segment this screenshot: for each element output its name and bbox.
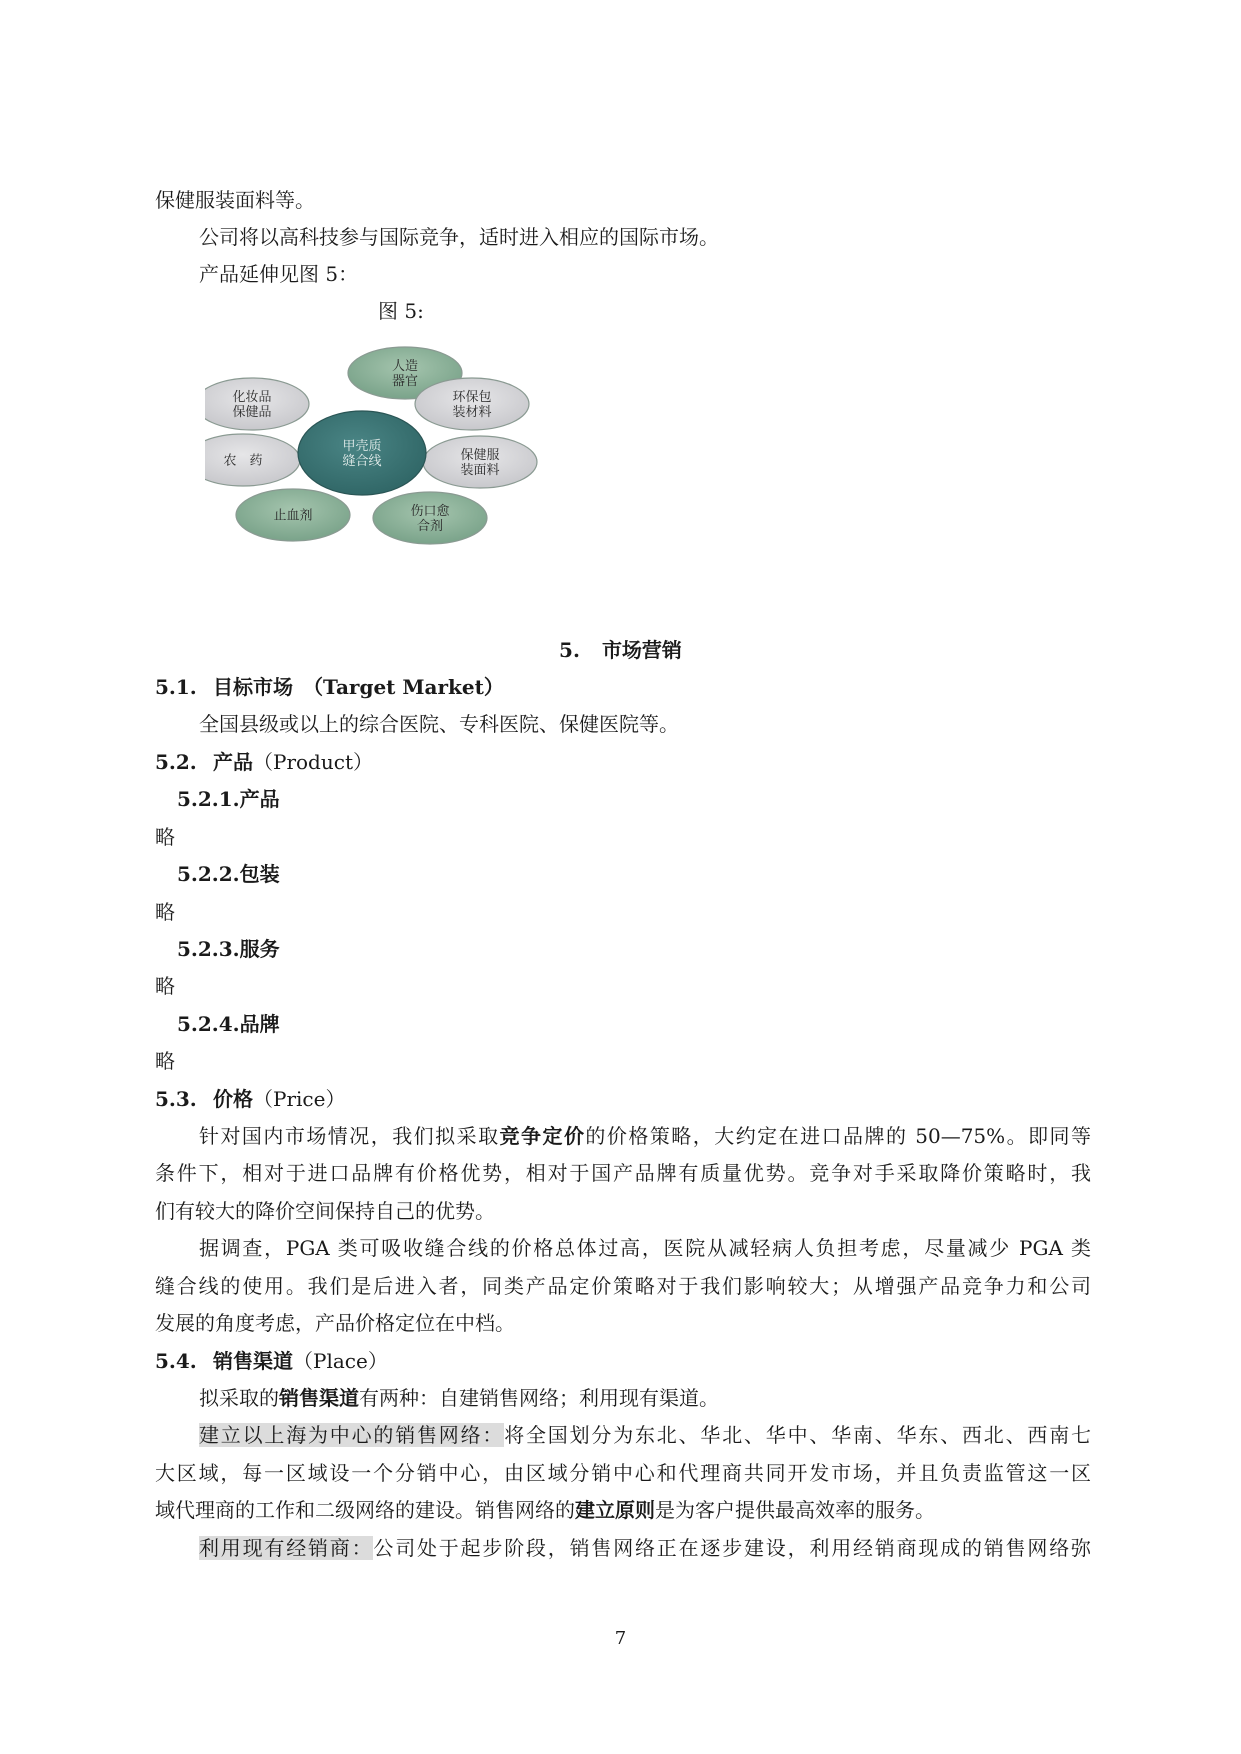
diagram-node-label: 农 药 <box>223 453 263 469</box>
emphasis-text: 建立原则 <box>575 1498 655 1522</box>
text-line <box>199 1421 1091 1449</box>
chapter-heading <box>0 636 1241 664</box>
text-run: 拟采取的 <box>199 1386 279 1410</box>
text-line: 发展的角度考虑，产品价格定位在中档。 <box>155 1311 515 1335</box>
diagram-node-label: 装面料 <box>460 463 500 479</box>
figure-caption: 图 5: <box>378 299 424 323</box>
diagram-node-label: 化妆品 <box>232 390 272 406</box>
section-5-2-heading <box>155 748 373 776</box>
text-line: 略 <box>155 825 175 849</box>
diagram-node-label: 止血剂 <box>273 508 313 524</box>
text-line: 略 <box>155 1049 175 1073</box>
text-line: 大区域，每一区域设一个分销中心，由区域分销中心和代理商共同开发市场，并且负责监管这一区 <box>155 1461 1091 1485</box>
section-title: 目标市场 <box>213 675 293 699</box>
text-run: 将全国划分为东北、华北、华中、华南、华东、西北、西南七 <box>504 1423 1092 1447</box>
text-line: 们有较大的降价空间保持自己的优势。 <box>155 1199 495 1223</box>
text-line: 产品延伸见图 5： <box>199 262 359 286</box>
text-line: 略 <box>155 900 175 924</box>
text-run: 有两种：自建销售网络；利用现有渠道。 <box>359 1386 719 1410</box>
diagram-node-label: 装材料 <box>452 405 492 421</box>
text-line <box>199 1122 1091 1150</box>
section-5-3-heading <box>155 1085 345 1113</box>
section-title-en: （Place） <box>293 1349 388 1373</box>
emphasis-text: 竞争定价 <box>499 1124 586 1148</box>
text-line: 条件下，相对于进口品牌有价格优势，相对于国产品牌有质量优势。竞争对手采取降价策略时，我 <box>155 1161 1091 1185</box>
chapter-number: 5. <box>559 638 580 662</box>
subsection-heading: 5.2.4.品牌 <box>177 1012 280 1036</box>
text-run: 域代理商的工作和二级网络的建设。销售网络的 <box>155 1498 575 1522</box>
diagram-node-label: 保健服 <box>460 448 500 464</box>
text-run: 针对国内市场情况，我们拟采取 <box>199 1124 500 1148</box>
text-run: 的价格策略，大约定在进口品牌的 50—75%。即同等 <box>585 1124 1092 1148</box>
text-line: 保健服装面料等。 <box>155 188 315 212</box>
section-title: 销售渠道 <box>213 1349 293 1373</box>
subsection-heading: 5.2.1.产品 <box>177 787 280 811</box>
section-title-en: （Price） <box>253 1087 346 1111</box>
diagram-center-label: 缝合线 <box>342 454 382 470</box>
diagram-node-label: 器官 <box>391 374 419 390</box>
text-line: 缝合线的使用。我们是后进入者，同类产品定价策略对于我们影响较大；从增强产品竞争力和公司 <box>155 1274 1091 1298</box>
subsection-heading: 5.2.2.包装 <box>177 862 280 886</box>
text-line <box>199 1534 1091 1562</box>
highlighted-text: 建立以上海为中心的销售网络： <box>199 1423 505 1447</box>
text-line: 据调查，PGA 类可吸收缝合线的价格总体过高，医院从减轻病人负担考虑，尽量减少 PGA 类 <box>199 1236 1091 1260</box>
section-number: 5.2. <box>155 750 197 774</box>
chapter-title: 市场营销 <box>601 638 682 662</box>
section-title-en: （Target Market） <box>303 675 504 699</box>
section-5-4-heading <box>155 1347 388 1375</box>
product-extension-diagram <box>205 340 605 580</box>
section-title: 价格 <box>213 1087 253 1111</box>
diagram-node-label: 人造 <box>391 359 419 375</box>
text-line: 公司将以高科技参与国际竞争，适时进入相应的国际市场。 <box>199 225 719 249</box>
subsection-heading: 5.2.3.服务 <box>177 937 280 961</box>
text-run: 是为客户提供最高效率的服务。 <box>655 1498 935 1522</box>
section-number: 5.4. <box>155 1349 197 1373</box>
diagram-center-label: 甲壳质 <box>342 439 382 455</box>
text-line <box>199 1384 719 1412</box>
section-number: 5.1. <box>155 675 197 699</box>
text-line <box>155 1496 935 1524</box>
diagram-node-label: 保健品 <box>232 405 272 421</box>
highlighted-text: 利用现有经销商： <box>199 1536 374 1560</box>
page-number: 7 <box>614 1628 627 1649</box>
section-5-1-heading <box>155 673 504 701</box>
text-run: 公司处于起步阶段，销售网络正在逐步建设，利用经销商现成的销售网络弥 <box>373 1536 1092 1560</box>
text-line: 略 <box>155 974 175 998</box>
section-title-en: （Product） <box>253 750 373 774</box>
text-line: 全国县级或以上的综合医院、专科医院、保健医院等。 <box>199 712 679 736</box>
diagram-node-label: 合剂 <box>416 519 444 535</box>
section-title: 产品 <box>213 750 253 774</box>
emphasis-text: 销售渠道 <box>279 1386 359 1410</box>
section-number: 5.3. <box>155 1087 197 1111</box>
diagram-node-label: 伤口愈 <box>410 504 450 520</box>
diagram-node-label: 环保包 <box>452 390 492 406</box>
